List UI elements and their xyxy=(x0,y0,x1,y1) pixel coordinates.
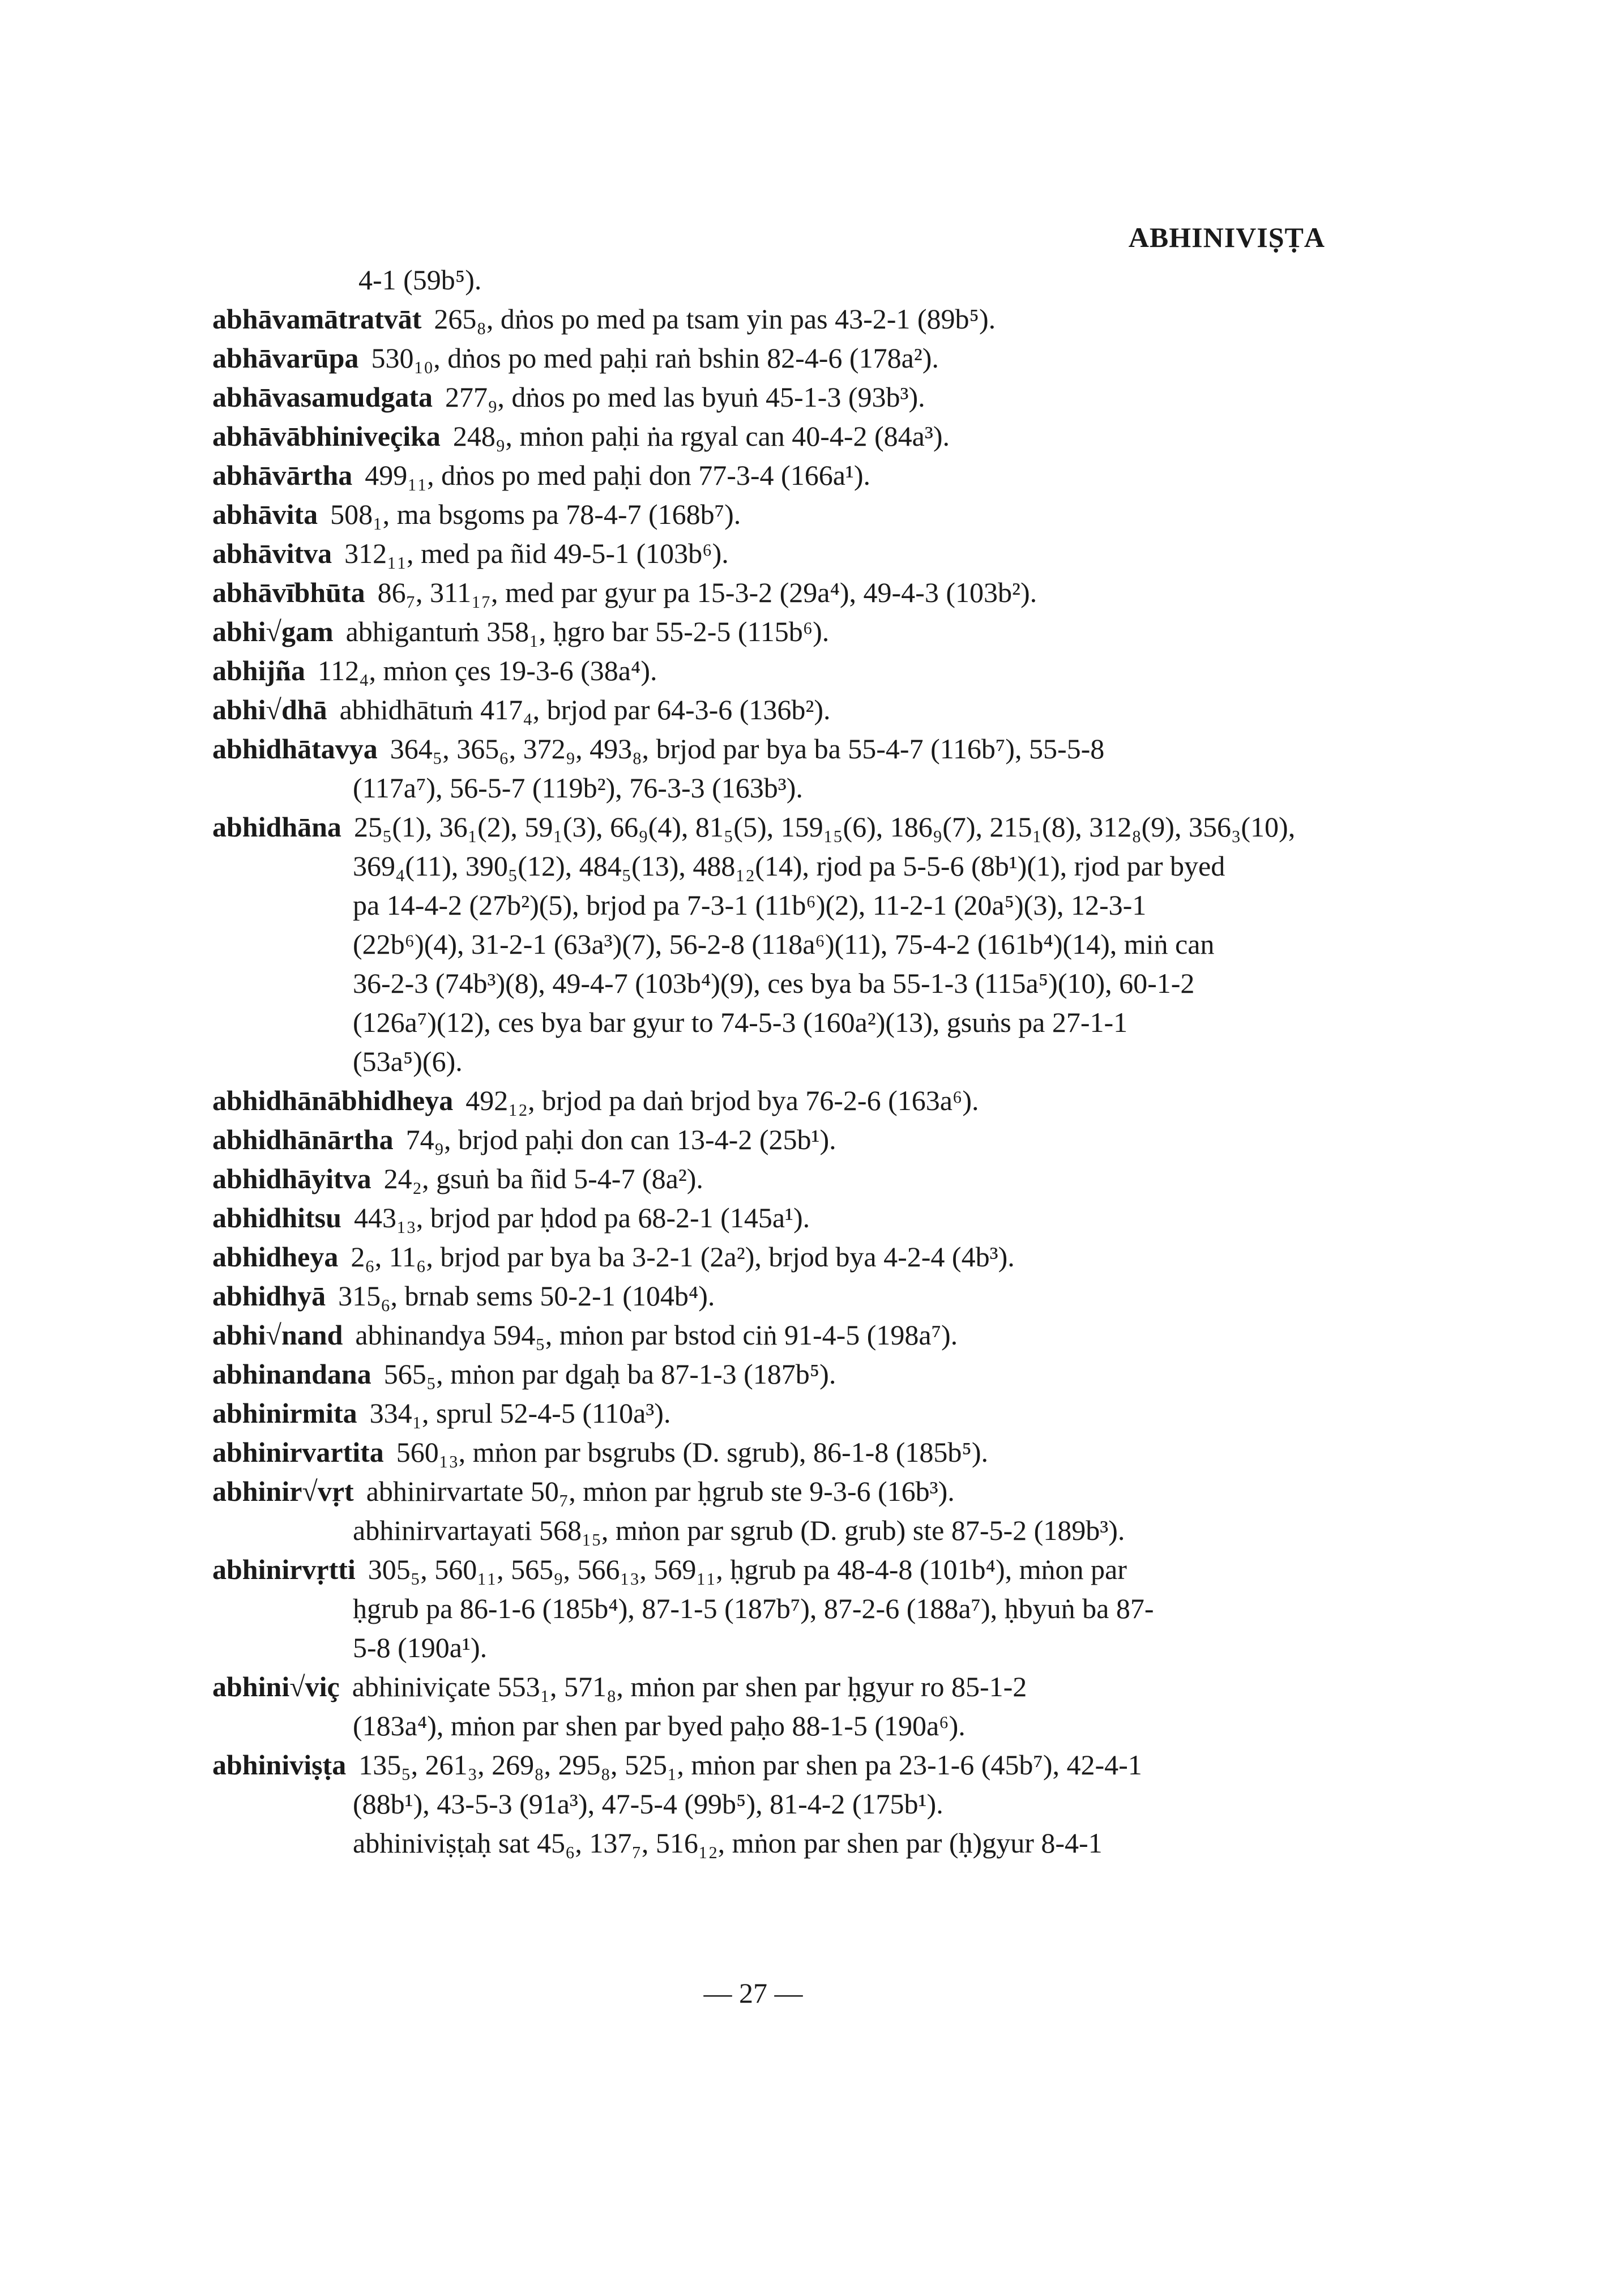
entry-line xyxy=(212,1550,1319,1589)
headword: abhinirvṛtti xyxy=(212,1554,356,1585)
entry-line xyxy=(212,1198,1319,1237)
entry-text: abhinirvartayati 568₁₅, mṅon par sgrub (D. grub) ste 87-5-2 (189b³). xyxy=(353,1514,1125,1546)
headword: abhinandana xyxy=(212,1358,371,1390)
running-head: ABHINIVIṢṬA xyxy=(1128,221,1325,253)
entry-line xyxy=(212,612,1319,651)
headword: abhidhitsu xyxy=(212,1202,341,1234)
entry-text: 5-8 (190a¹). xyxy=(353,1632,488,1663)
entry-line xyxy=(212,847,1319,886)
entry-line xyxy=(212,1120,1319,1159)
headword: abhinirvartita xyxy=(212,1436,384,1468)
entry-text: 74₉, brjod paḥi don can 13-4-2 (25b¹). xyxy=(405,1124,836,1155)
entry-line xyxy=(212,417,1319,456)
entry-line xyxy=(212,690,1319,729)
entry-line xyxy=(212,1042,1319,1081)
entry-line xyxy=(212,886,1319,925)
headword: abhini√viç xyxy=(212,1671,340,1702)
entry-line xyxy=(212,1511,1319,1550)
entry-line xyxy=(212,1394,1319,1433)
headword: abhidhāna xyxy=(212,811,341,843)
entry-text: abhiniviçate 553₁, 571₈, mṅon par shen par ḥgyur ro 85-1-2 xyxy=(352,1671,1027,1702)
entry-line xyxy=(212,1355,1319,1394)
entry-text: 492₁₂, brjod pa daṅ brjod bya 76-2-6 (163a⁶). xyxy=(465,1085,979,1116)
headword: abhāvamātratvāt xyxy=(212,303,422,335)
headword: abhidhāyitva xyxy=(212,1163,371,1194)
entry-text: ḥgrub pa 86-1-6 (185b⁴), 87-1-5 (187b⁷), 87-2-6 (188a⁷), ḥbyuṅ ba 87- xyxy=(353,1593,1154,1624)
entry-text: 565₅, mṅon par dgaḥ ba 87-1-3 (187b⁵). xyxy=(383,1358,836,1390)
entry-text: (117a⁷), 56-5-7 (119b²), 76-3-3 (163b³). xyxy=(353,772,803,804)
entry-text: 86₇, 311₁₇, med par gyur pa 15-3-2 (29a⁴), 49-4-3 (103b²). xyxy=(377,577,1037,608)
entry-line xyxy=(212,964,1319,1003)
headword: abhāvitva xyxy=(212,537,332,569)
entry-line xyxy=(212,808,1319,847)
headword: abhidhānārtha xyxy=(212,1124,394,1155)
entry-line xyxy=(212,1746,1319,1785)
entry-line xyxy=(212,339,1319,378)
entry-text: pa 14-4-2 (27b²)(5), brjod pa 7-3-1 (11b⁶)(2), 11-2-1 (20a⁵)(3), 12-3-1 xyxy=(353,889,1147,921)
entry-text: (126a⁷)(12), ces bya bar gyur to 74-5-3 (160a²)(13), gsuṅs pa 27-1-1 xyxy=(353,1006,1128,1038)
entry-line xyxy=(212,1667,1319,1706)
headword: abhi√nand xyxy=(212,1319,343,1351)
headword: abhidhānābhidheya xyxy=(212,1085,454,1116)
entry-text: 36-2-3 (74b³)(8), 49-4-7 (103b⁴)(9), ces bya ba 55-1-3 (115a⁵)(10), 60-1-2 xyxy=(353,967,1195,999)
entry-text: 265₈, dṅos po med pa tsam yin pas 43-2-1 (89b⁵). xyxy=(434,303,996,335)
entry-text: 499₁₁, dṅos po med paḥi don 77-3-4 (166a¹). xyxy=(365,459,871,491)
entry-text: 369₄(11), 390₅(12), 484₅(13), 488₁₂(14), rjod pa 5-5-6 (8b¹)(1), rjod par byed xyxy=(353,850,1225,882)
page-number: — 27 — xyxy=(703,1977,803,2009)
entry-line xyxy=(212,534,1319,573)
entry-line xyxy=(212,1277,1319,1316)
headword: abhidhātavya xyxy=(212,733,378,765)
headword: abhi√dhā xyxy=(212,694,327,725)
entry-line xyxy=(212,1003,1319,1042)
entry-text: abhiniviṣṭaḥ sat 45₆, 137₇, 516₁₂, mṅon par shen par (ḥ)gyur 8-4-1 xyxy=(353,1827,1103,1859)
entry-line xyxy=(212,1237,1319,1277)
headword: abhi√gam xyxy=(212,616,334,647)
entry-line xyxy=(212,1081,1319,1120)
entry-text: 364₅, 365₆, 372₉, 493₈, brjod par bya ba 55-4-7 (116b⁷), 55-5-8 xyxy=(390,733,1105,765)
headword: abhinirmita xyxy=(212,1397,357,1429)
entry-text: abhinirvartate 50₇, mṅon par ḥgrub ste 9-3-6 (16b³). xyxy=(366,1475,955,1507)
entry-line xyxy=(212,1628,1319,1667)
entry-line xyxy=(212,300,1319,339)
headword: abhāvārtha xyxy=(212,459,353,491)
headword: abhinir√vṛt xyxy=(212,1475,354,1507)
entry-text: 25₅(1), 36₁(2), 59₁(3), 66₉(4), 81₅(5), 159₁₅(6), 186₉(7), 215₁(8), 312₈(9), 356₃(10), xyxy=(353,811,1296,843)
entry-line xyxy=(212,1433,1319,1472)
entry-line xyxy=(212,925,1319,964)
entry-line xyxy=(212,769,1319,808)
entry-text: abhidhātuṁ 417₄, brjod par 64-3-6 (136b²). xyxy=(339,694,831,725)
headword: abhāvita xyxy=(212,498,318,530)
entry-line xyxy=(212,261,1319,300)
entry-line xyxy=(212,729,1319,769)
entry-text: (183a⁴), mṅon par shen par byed paḥo 88-1-5 (190a⁶). xyxy=(353,1710,966,1742)
entry-text: 560₁₃, mṅon par bsgrubs (D. sgrub), 86-1-8 (185b⁵). xyxy=(396,1436,989,1468)
entry-text: 248₉, mṅon paḥi ṅa rgyal can 40-4-2 (84a³). xyxy=(452,420,950,452)
entry-line xyxy=(212,495,1319,534)
entry-text: 305₅, 560₁₁, 565₉, 566₁₃, 569₁₁, ḥgrub pa 48-4-8 (101b⁴), mṅon par xyxy=(368,1554,1127,1585)
entry-line xyxy=(212,1824,1319,1863)
entry-line xyxy=(212,1589,1319,1628)
entry-text: (22b⁶)(4), 31-2-1 (63a³)(7), 56-2-8 (118a⁶)(11), 75-4-2 (161b⁴)(14), miṅ can xyxy=(353,928,1215,960)
entry-text: 112₄, mṅon çes 19-3-6 (38a⁴). xyxy=(317,655,657,686)
entry-text: 530₁₀, dṅos po med paḥi raṅ bshin 82-4-6 (178a²). xyxy=(371,342,939,374)
headword: abhijña xyxy=(212,655,305,686)
headword: abhāvasamudgata xyxy=(212,381,433,413)
entry-text: 24₂, gsuṅ ba ñid 5-4-7 (8a²). xyxy=(383,1163,703,1194)
entry-line xyxy=(212,1706,1319,1746)
entry-text: (88b¹), 43-5-3 (91a³), 47-5-4 (99b⁵), 81-4-2 (175b¹). xyxy=(353,1788,943,1820)
entry-line xyxy=(212,573,1319,612)
entry-text: 135₅, 261₃, 269₈, 295₈, 525₁, mṅon par shen pa 23-1-6 (45b⁷), 42-4-1 xyxy=(358,1749,1142,1781)
entry-line xyxy=(212,1785,1319,1824)
entry-text: 443₁₃, brjod par ḥdod pa 68-2-1 (145a¹). xyxy=(353,1202,810,1234)
entry-list xyxy=(212,261,1319,1863)
headword: abhāvībhūta xyxy=(212,577,365,608)
headword: abhidhyā xyxy=(212,1280,326,1312)
headword: abhidheya xyxy=(212,1241,339,1273)
headword: abhāvābhiniveçika xyxy=(212,420,441,452)
entry-text: 4-1 (59b⁵). xyxy=(358,264,482,296)
entry-line xyxy=(212,1472,1319,1511)
headword: abhiniviṣṭa xyxy=(212,1749,347,1781)
entry-text: 312₁₁, med pa ñid 49-5-1 (103b⁶). xyxy=(344,537,729,569)
entry-text: 2₆, 11₆, brjod par bya ba 3-2-1 (2a²), brjod bya 4-2-4 (4b³). xyxy=(351,1241,1015,1273)
entry-line xyxy=(212,1316,1319,1355)
entry-line xyxy=(212,378,1319,417)
entry-text: 277₉, dṅos po med las byuṅ 45-1-3 (93b³). xyxy=(445,381,925,413)
entry-text: 315₆, brnab sems 50-2-1 (104b⁴). xyxy=(338,1280,715,1312)
entry-line xyxy=(212,1159,1319,1198)
entry-line xyxy=(212,651,1319,690)
entry-text: (53a⁵)(6). xyxy=(353,1045,463,1077)
entry-text: abhinandya 594₅, mṅon par bstod ciṅ 91-4-5 (198a⁷). xyxy=(355,1319,958,1351)
entry-text: 508₁, ma bsgoms pa 78-4-7 (168b⁷). xyxy=(330,498,741,530)
entry-text: abhigantuṁ 358₁, ḥgro bar 55-2-5 (115b⁶). xyxy=(345,616,830,647)
entry-line xyxy=(212,456,1319,495)
entry-text: 334₁, sprul 52-4-5 (110a³). xyxy=(369,1397,671,1429)
headword: abhāvarūpa xyxy=(212,342,359,374)
